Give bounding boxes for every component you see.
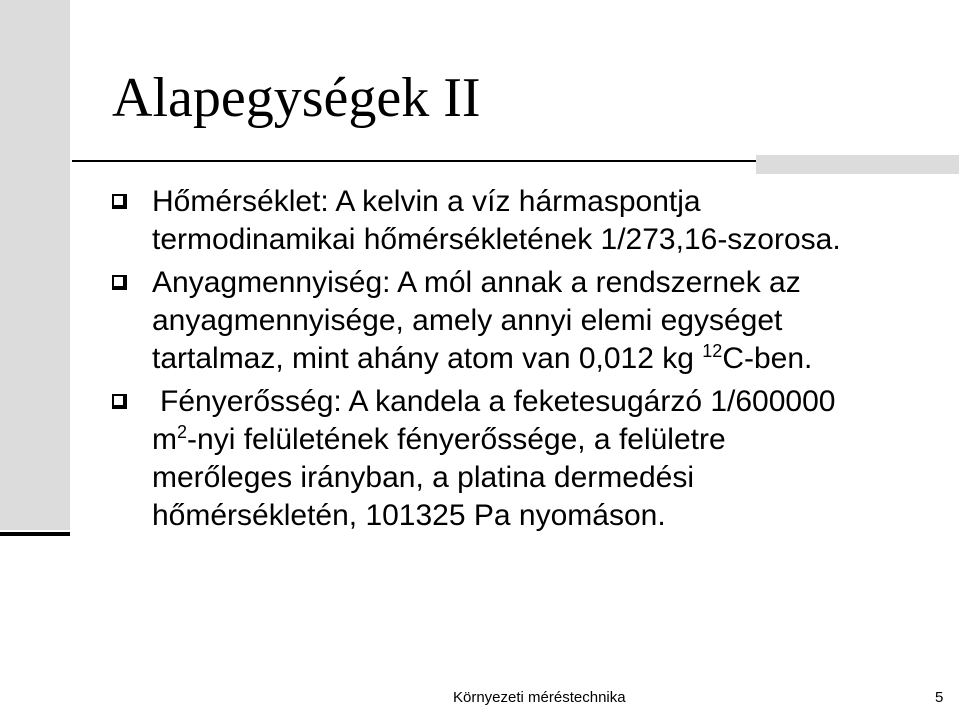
bullet-line: merőleges irányban, a platina dermedési <box>152 461 694 494</box>
bullet-line: termodinamikai hőmérsékletének 1/273,16-szorosa. <box>152 223 841 256</box>
bullet-list <box>112 183 942 535</box>
bullet-text: m <box>152 423 177 456</box>
bullet-line: anyagmennyisége, amely annyi elemi egységet <box>152 304 783 337</box>
footer-page-number: 5 <box>935 689 944 706</box>
bullet-text: -nyi felületének fényerőssége, a felületre <box>187 423 726 456</box>
bullet-text: tartalmaz, mint ahány atom van 0,012 kg <box>152 342 703 375</box>
checkbox-bullet-icon <box>112 394 127 409</box>
bullet-temperature <box>112 183 942 259</box>
bullet-luminous-intensity <box>112 383 942 535</box>
bullet-line <box>152 421 942 459</box>
left-decorative-bar <box>0 0 70 530</box>
bullet-text: C-ben. <box>722 342 813 375</box>
bullet-line: Anyagmennyiség: A mól annak a rendszernek az <box>152 266 801 299</box>
bullet-line <box>152 340 942 378</box>
title-divider-accent <box>756 155 959 174</box>
bullet-line: hőmérsékletén, 101325 Pa nyomáson. <box>152 499 666 532</box>
bullet-line: Hőmérséklet: A kelvin a víz hármaspontja <box>152 185 701 218</box>
footer-course-name: Környezeti méréstechnika <box>453 689 626 706</box>
area-superscript: 2 <box>177 422 188 442</box>
left-bar-underline <box>0 532 70 536</box>
slide-title: Alapegységek II <box>112 67 481 129</box>
checkbox-bullet-icon <box>112 275 127 290</box>
checkbox-bullet-icon <box>112 194 127 209</box>
isotope-superscript: 12 <box>702 341 723 361</box>
bullet-line <box>144 383 942 421</box>
bullet-text: Fényerősség: A kandela a feketesugárzó 1/600000 <box>160 385 836 418</box>
bullet-amount-of-substance <box>112 264 942 378</box>
